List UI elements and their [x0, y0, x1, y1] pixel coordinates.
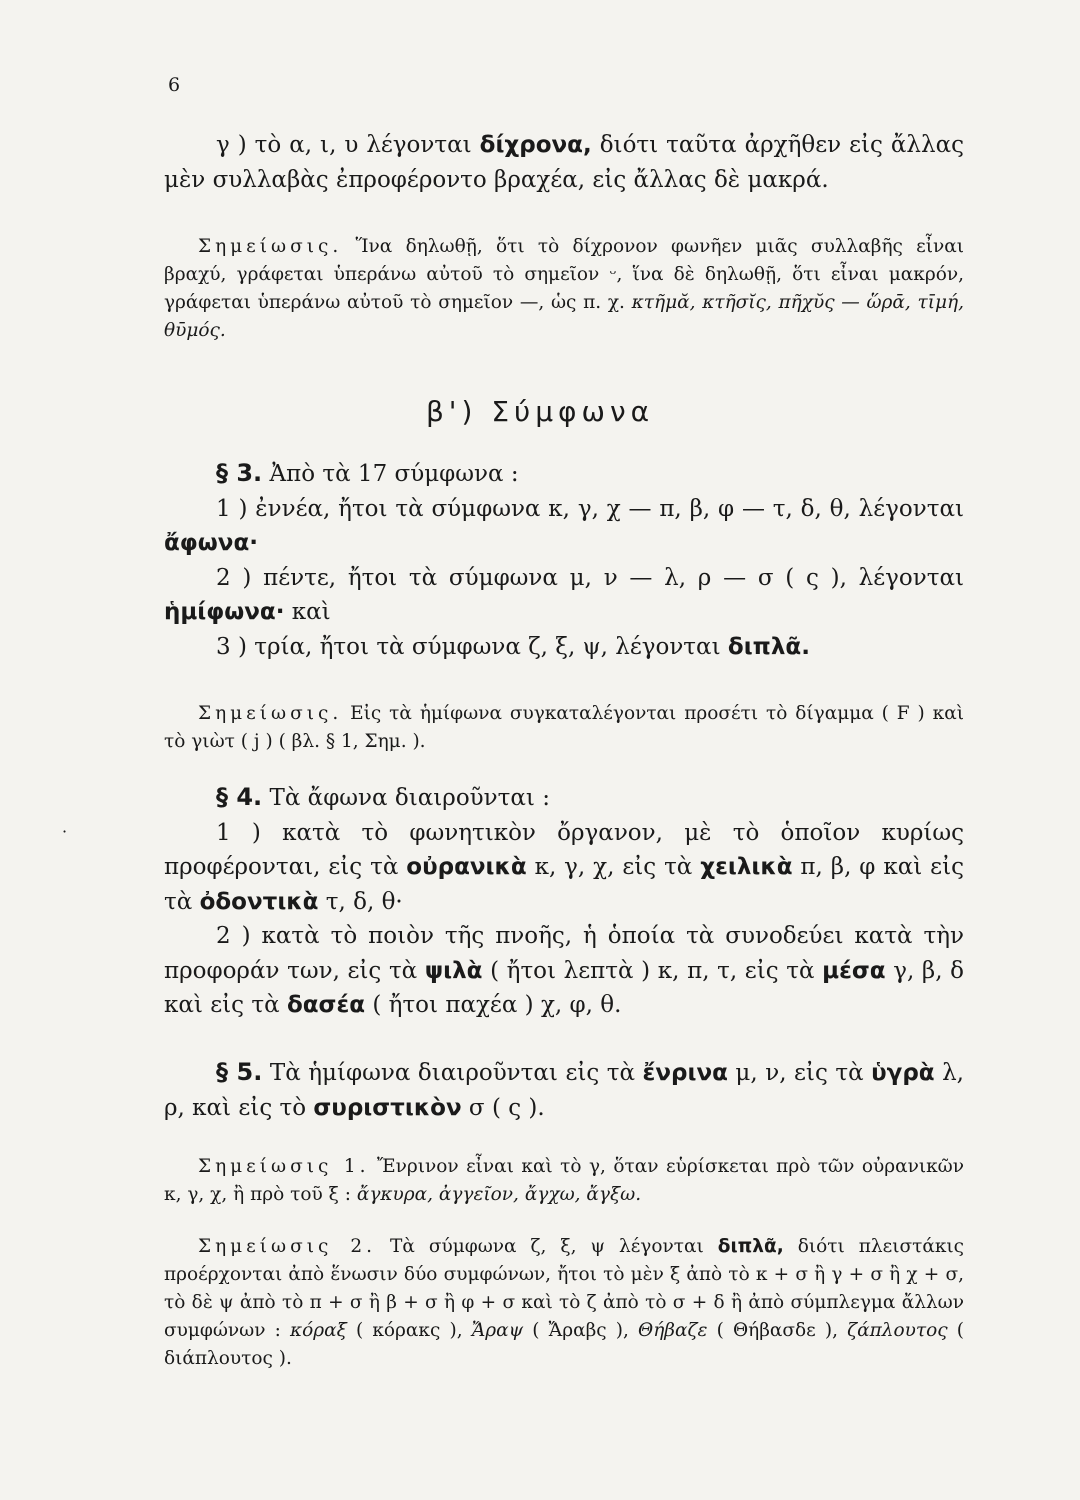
term-dichrona: δίχρονα,: [479, 132, 592, 158]
list-item: 1 ) κατὰ τὸ φωνητικὸν ὄργανον, μὲ τὸ ὁποῖον κυρίως προφέρονται, εἰς τὰ οὐρανικὰ κ, γ, χ, εἰς τὰ χειλικὰ π, β, φ καὶ εἰς τὰ ὀδοντικὰ τ, δ, θ·: [164, 819, 964, 915]
note-label: Σημείωσις.: [198, 703, 343, 724]
list-item: 2 ) πέντε, ἤτοι τὰ σύμφωνα μ, ν — λ, ρ — σ ( ς ), λέγονται ἡμίφωνα· καὶ: [164, 564, 964, 625]
section-symbol: § 4.: [216, 783, 263, 811]
stray-mark: ·: [62, 822, 68, 841]
note-label: Σημείωσις 1.: [198, 1156, 370, 1177]
note-semivowels: Σημείωσις. Εἰς τὰ ἡμίφωνα συγκαταλέγονται προσέτι τὸ δίγαμμα ( F ) καὶ τὸ γιὼτ ( j ) ( βλ. § 1, Σημ. ).: [164, 703, 964, 752]
section-symbol: § 5.: [216, 1058, 263, 1086]
list-item: 2 ) κατὰ τὸ ποιὸν τῆς πνοῆς, ἡ ὁποία τὰ συνοδεύει κατὰ τὴν προφοράν των, εἰς τὰ ψιλὰ ( ἤτοι λεπτὰ ) κ, π, τ, εἰς τὰ μέσα γ, β, δ καὶ εἰς τὰ δασέα ( ἤτοι παχέα ) χ, φ, θ.: [164, 923, 964, 1018]
section-5: § 5. Τὰ ἡμίφωνα διαιροῦνται εἰς τὰ ἔνρινα μ, ν, εἰς τὰ ὑγρὰ λ, ρ, καὶ εἰς τὸ συριστικὸν σ ( ς ).: [164, 1058, 964, 1121]
list-item: 3 ) τρία, ἤτοι τὰ σύμφωνα ζ, ξ, ψ, λέγονται διπλᾶ.: [216, 633, 810, 660]
note-label: Σημείωσις 2.: [198, 1236, 377, 1257]
section-symbol: § 3.: [216, 459, 263, 487]
note-1: Σημείωσις 1. Ἔνρινον εἶναι καὶ τὸ γ, ὅταν εὑρίσκεται πρὸ τῶν οὐρανικῶν κ, γ, χ, ἢ πρὸ τοῦ ξ : ἄγκυρα, ἀγγεῖον, ἄγχω, ἄγξω.: [164, 1156, 964, 1205]
list-item: 1 ) ἐννέα, ἤτοι τὰ σύμφωνα κ, γ, χ — π, β, φ — τ, δ, θ, λέγονται ἄφωνα·: [164, 495, 964, 556]
intro-paragraph: γ ) τὸ α, ι, υ λέγονται δίχρονα, διότι ταῦτα ἀρχῆθεν εἰς ἄλλας μὲν συλλαβὰς ἐπροφέροντο βραχέα, εἰς ἄλλας δὲ μακρά.: [164, 132, 964, 193]
note-examples: ἄγκυρα, ἀγγεῖον, ἄγχω, ἄγξω.: [356, 1184, 642, 1205]
note-2: Σημείωσις 2. Τὰ σύμφωνα ζ, ξ, ψ λέγονται διπλᾶ, διότι πλειστάκις προέρχονται ἀπὸ ἕνωσιν δύο συμφώνων, ἤτοι τὸ μὲν ξ ἀπὸ τὸ κ + σ ἢ γ + σ ἢ χ + σ, τὸ δὲ ψ ἀπὸ τὸ π + σ ἢ β + σ ἢ φ + σ καὶ τὸ ζ ἀπὸ τὸ σ + δ ἢ ἀπὸ σύμπλεγμα ἄλλων συμφώνων : κόραξ ( κόρακς ), Ἄραψ ( Ἄραβς ), Θήβαζε ( Θήβασδε ), ζάπλουτος ( διάπλουτος ).: [164, 1236, 965, 1369]
note-label: Σημείωσις.: [198, 236, 343, 257]
section-3: § 3. Ἀπὸ τὰ 17 σύμφωνα : 1 ) ἐννέα, ἤτοι τὰ σύμφωνα κ, γ, χ — π, β, φ — τ, δ, θ, λέγονται ἄφωνα· 2 ) πέντε, ἤτοι τὰ σύμφωνα μ, ν — λ, ρ — σ ( ς ), λέγονται ἡμίφωνα· καὶ 3 ) τρία, ἤτοι τὰ σύμφωνα ζ, ξ, ψ, λέγονται διπλᾶ.: [164, 456, 964, 664]
section-heading: β') Σύμφωνα: [425, 395, 655, 428]
note-examples: κτῆμᾰ, κτῆσῐς, πῆχῠς — ὥρᾱ, τῑμή, θῡμός.: [164, 292, 964, 341]
note-vowel-quantity: Σημείωσις. Ἵνα δηλωθῇ, ὅτι τὸ δίχρονον φωνῆεν μιᾶς συλλαβῆς εἶναι βραχύ, γράφεται ὑπεράνω αὐτοῦ τὸ σημεῖον ᵕ, ἵνα δὲ δηλωθῇ, ὅτι εἶναι μακρόν, γράφεται ὑπεράνω αὐτοῦ τὸ σημεῖον —, ὡς π. χ. κτῆμᾰ, κτῆσῐς, πῆχῠς — ὥρᾱ, τῑμή, θῡμός.: [164, 236, 964, 341]
section-4: § 4. Τὰ ἄφωνα διαιροῦνται : 1 ) κατὰ τὸ φωνητικὸν ὄργανον, μὲ τὸ ὁποῖον κυρίως προφέρονται, εἰς τὰ οὐρανικὰ κ, γ, χ, εἰς τὰ χειλικὰ π, β, φ καὶ εἰς τὰ ὀδοντικὰ τ, δ, θ· 2 ) κατὰ τὸ ποιὸν τῆς πνοῆς, ἡ ὁποία τὰ συνοδεύει κατὰ τὴν προφοράν των, εἰς τὰ ψιλὰ ( ἤτοι λεπτὰ ) κ, π, τ, εἰς τὰ μέσα γ, β, δ καὶ εἰς τὰ δασέα ( ἤτοι παχέα ) χ, φ, θ.: [164, 780, 964, 1023]
page-number: 6: [168, 74, 181, 96]
